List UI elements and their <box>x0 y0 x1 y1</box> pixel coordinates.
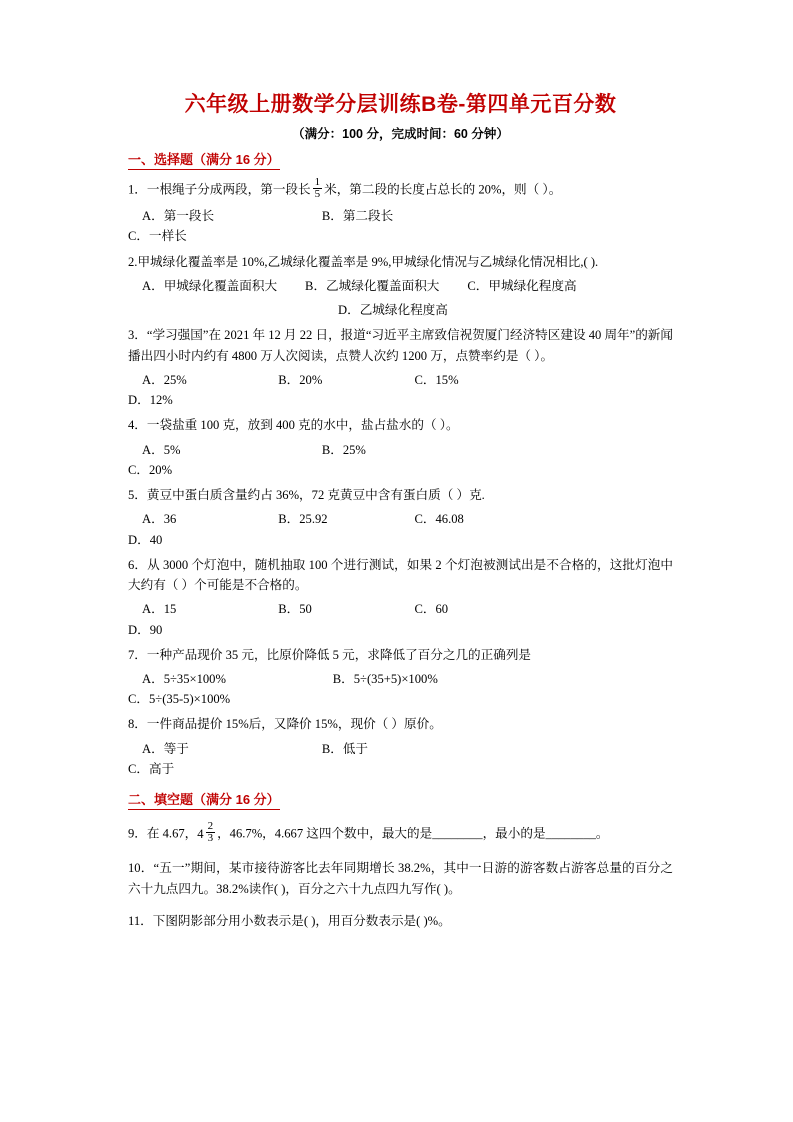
option-a: A．5% <box>142 442 181 457</box>
option-b: B．25% <box>321 442 366 457</box>
question-5-number: 5． <box>128 487 147 502</box>
question-1 <box>128 175 673 203</box>
option-b: B．20% <box>278 373 323 388</box>
question-9 <box>128 819 673 847</box>
option-c: C．20% <box>128 462 173 477</box>
question-2-options-line1 <box>128 276 673 296</box>
option-d: D．乙城绿化程度高 <box>338 303 448 318</box>
question-7-text: 一种产品现价 35 元，比原价降低 5 元，求降低了百分之几的正确列是 <box>146 647 531 662</box>
option-d: D．40 <box>128 532 163 547</box>
option-a: A．25% <box>142 373 187 388</box>
question-8 <box>128 714 673 734</box>
option-b: B．50 <box>278 602 312 617</box>
question-5-options <box>128 509 673 549</box>
option-c: C．60 <box>414 602 449 617</box>
page-subtitle: （满分：100 分，完成时间：60 分钟） <box>292 127 509 141</box>
question-2-number: 2. <box>128 254 138 269</box>
fraction-numerator: 1 <box>314 175 321 188</box>
option-c: C．高于 <box>128 761 175 776</box>
option-a: A．第一段长 <box>142 209 215 224</box>
question-1-text-after: 米，第二段的长度占总长的 20%，则（ ）。 <box>324 181 562 196</box>
question-10 <box>128 858 673 899</box>
option-d: D．90 <box>128 622 163 637</box>
question-9-text-before: 在 4.67， <box>146 825 198 840</box>
option-b: B．5÷(35+5)×100% <box>332 672 438 687</box>
question-8-options <box>128 739 673 779</box>
question-11-number: 11． <box>128 914 153 929</box>
question-3-text: “学习强国”在 2021 年 12 月 22 日，报道“习近平主席致信祝贺厦门经济特区建设 40 周年”的新闻播出四小时内约有 4800 万人次阅读，点赞人次约 1200 万，点赞率约是（ ）。 <box>128 328 673 363</box>
mixed-whole: 4 <box>197 826 204 841</box>
option-c: C．46.08 <box>414 512 464 527</box>
question-1-number: 1． <box>128 181 147 196</box>
question-2-text: 甲城绿化覆盖率是 10%,乙城绿化覆盖率是 9%,甲城绿化情况与乙城绿化情况相比,( ). <box>137 254 599 269</box>
question-4-number: 4． <box>128 418 147 433</box>
section-choice <box>128 149 673 779</box>
fraction-denominator: 3 <box>207 832 214 845</box>
question-9-text-after: ，46.7%，4.667 这四个数中，最大的是________，最小的是________。 <box>217 825 609 840</box>
section-heading-1: 一、选择题（满分 16 分） <box>128 151 280 170</box>
option-d: D．12% <box>128 393 173 408</box>
option-c: C．5÷(35-5)×100% <box>128 692 231 707</box>
question-3 <box>128 325 673 366</box>
question-9-number: 9． <box>128 825 147 840</box>
option-a: A．甲城绿化覆盖面积大 <box>142 278 278 293</box>
question-5 <box>128 485 673 505</box>
mixed-fraction <box>206 821 216 846</box>
question-1-options <box>128 206 673 246</box>
question-4-text: 一袋盐重 100 克，放到 400 克的水中，盐占盐水的（ ）。 <box>146 418 459 433</box>
question-3-number: 3． <box>128 328 147 343</box>
question-1-text-before: 一根绳子分成两段，第一段长 <box>146 181 311 196</box>
mixed-number-4-2-3 <box>197 819 217 847</box>
question-8-number: 8． <box>128 717 147 732</box>
option-b: B．低于 <box>321 741 369 756</box>
question-10-text: “五一”期间，某市接待游客比去年同期增长 38.2%，其中一日游的游客数占游客总量的百分之六十九点四九。38.2%读作( )，百分之六十九点四九写作( )。 <box>128 861 674 896</box>
question-6-number: 6． <box>128 557 148 572</box>
question-6-text: 从 3000 个灯泡中，随机抽取 100 个进行测试，如果 2 个灯泡被测试出是不合格的，这批灯泡中大约有（ ）个可能是不合格的。 <box>128 557 674 593</box>
section-fill-blank <box>128 789 673 931</box>
option-a: A．36 <box>142 512 177 527</box>
option-b: B．乙城绿化覆盖面积大 <box>305 278 440 293</box>
option-a: A．15 <box>142 602 177 617</box>
question-4 <box>128 415 673 435</box>
fraction-denominator: 5 <box>314 188 321 201</box>
option-c: C．15% <box>414 373 459 388</box>
question-6-options <box>128 599 673 639</box>
fraction-numerator: 2 <box>207 819 214 832</box>
page-title: 六年级上册数学分层训练B卷-第四单元百分数 <box>184 93 617 116</box>
question-4-options <box>128 440 673 480</box>
question-2-options-line2 <box>128 300 673 320</box>
question-8-text: 一件商品提价 15%后，又降价 15%，现价（ ）原价。 <box>146 717 442 732</box>
section-heading-2: 二、填空题（满分 16 分） <box>128 791 280 810</box>
fraction-one-fifth <box>313 177 323 202</box>
question-3-options <box>128 370 673 410</box>
option-c: C．甲城绿化程度高 <box>467 278 577 293</box>
option-b: B．25.92 <box>278 512 328 527</box>
question-7-options <box>128 669 673 709</box>
option-b: B．第二段长 <box>321 209 394 224</box>
option-a: A．等于 <box>142 741 189 756</box>
question-5-text: 黄豆中蛋白质含量约占 36%，72 克黄豆中含有蛋白质（ ）克. <box>146 487 485 502</box>
question-7 <box>128 645 673 665</box>
question-7-number: 7． <box>128 647 147 662</box>
question-11 <box>128 911 673 931</box>
question-2 <box>128 252 673 272</box>
option-c: C．一样长 <box>128 229 187 244</box>
option-a: A．5÷35×100% <box>142 672 226 687</box>
question-10-number: 10． <box>128 861 154 876</box>
question-11-text: 下图阴影部分用小数表示是( )，用百分数表示是( )%。 <box>152 914 451 929</box>
question-6 <box>128 555 673 596</box>
